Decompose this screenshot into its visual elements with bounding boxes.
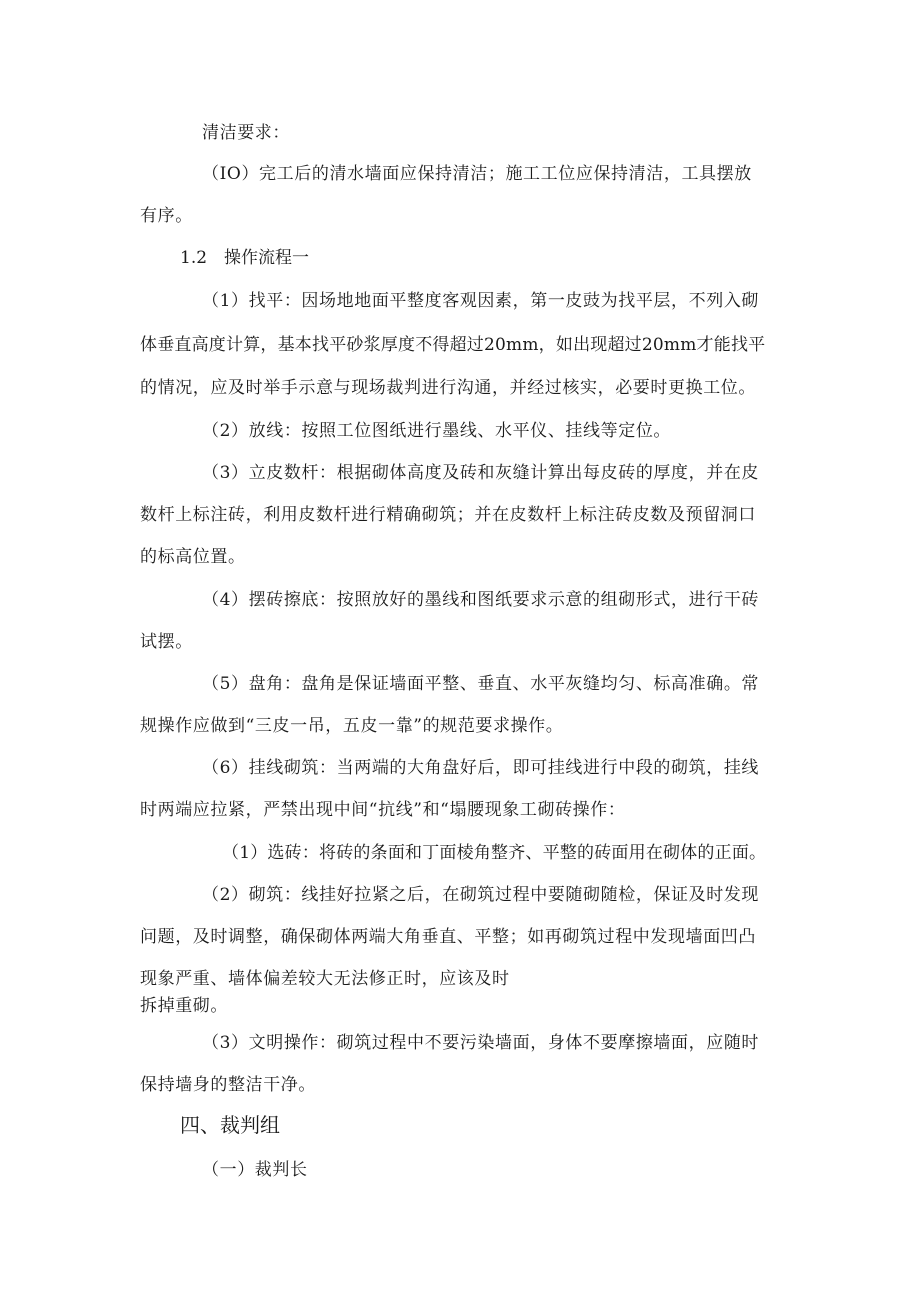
- step3-line-3: 的标高位置。: [140, 547, 246, 567]
- step5-line-1: （5）盘角：盘角是保证墙面平整、垂直、水平灰缝均匀、标高准确。常: [202, 674, 760, 694]
- sub2-line-4: 拆掉重砌。: [140, 996, 228, 1016]
- step4-line-1: （4）摆砖擦底：按照放好的墨线和图纸要求示意的组砌形式，进行干砖: [202, 590, 760, 610]
- step2-line-1: （2）放线：按照工位图纸进行墨线、水平仪、挂线等定位。: [202, 421, 672, 441]
- sub1-line-1: （1）选砖：将砖的条面和丁面棱角整齐、平整的砖面用在砌体的正面。: [222, 843, 767, 863]
- sub3-line-2: 保持墙身的整洁干净。: [140, 1075, 316, 1095]
- io-paragraph-line-1: （IO）完工后的清水墙面应保持清洁；施工工位应保持清洁，工具摆放: [202, 164, 752, 184]
- section-heading-1-2: 1.2 操作流程一: [180, 248, 310, 268]
- sub3-line-1: （3）文明操作：砌筑过程中不要污染墙面，身体不要摩擦墙面，应随时: [202, 1033, 760, 1053]
- step3-line-1: （3）立皮数杆：根据砌体高度及砖和灰缝计算出每皮砖的厚度，并在皮: [202, 463, 760, 483]
- cleaning-requirements-title: 清洁要求：: [202, 123, 290, 143]
- io-paragraph-line-2: 有序。: [140, 206, 193, 226]
- step5-line-2: 规操作应做到“三皮一吊，五皮一靠”的规范要求操作。: [140, 716, 564, 736]
- step4-line-2: 试摆。: [140, 632, 193, 652]
- step6-line-2: 时两端应拉紧，严禁出现中间“抗线”和“塌腰现象工砌砖操作：: [140, 800, 626, 820]
- step1-line-2: 体垂直高度计算，基本找平砂浆厚度不得超过20mm，如出现超过20mm才能找平: [140, 335, 766, 355]
- sub2-line-3: 现象严重、墙体偏差较大无法修正时，应该及时: [140, 969, 510, 989]
- step6-line-1: （6）挂线砌筑：当两端的大角盘好后，即可挂线进行中段的砌筑，挂线: [202, 758, 760, 778]
- sub2-line-2: 问题，及时调整，确保砌体两端大角垂直、平整；如再砌筑过程中发现墙面凹凸: [140, 927, 756, 947]
- step1-line-3: 的情况，应及时举手示意与现场裁判进行沟通，并经过核实，必要时更换工位。: [140, 378, 756, 398]
- step3-line-2: 数杆上标注砖，利用皮数杆进行精确砌筑；并在皮数杆上标注砖皮数及预留洞口: [140, 505, 756, 525]
- section-heading-4: 四、裁判组: [180, 1113, 280, 1137]
- sub2-line-1: （2）砌筑：线挂好拉紧之后，在砌筑过程中要随砌随检，保证及时发现: [202, 885, 760, 905]
- section-heading-4-1: （一）裁判长: [202, 1160, 308, 1180]
- step1-line-1: （1）找平：因场地地面平整度客观因素，第一皮豉为找平层，不列入砌: [202, 291, 760, 311]
